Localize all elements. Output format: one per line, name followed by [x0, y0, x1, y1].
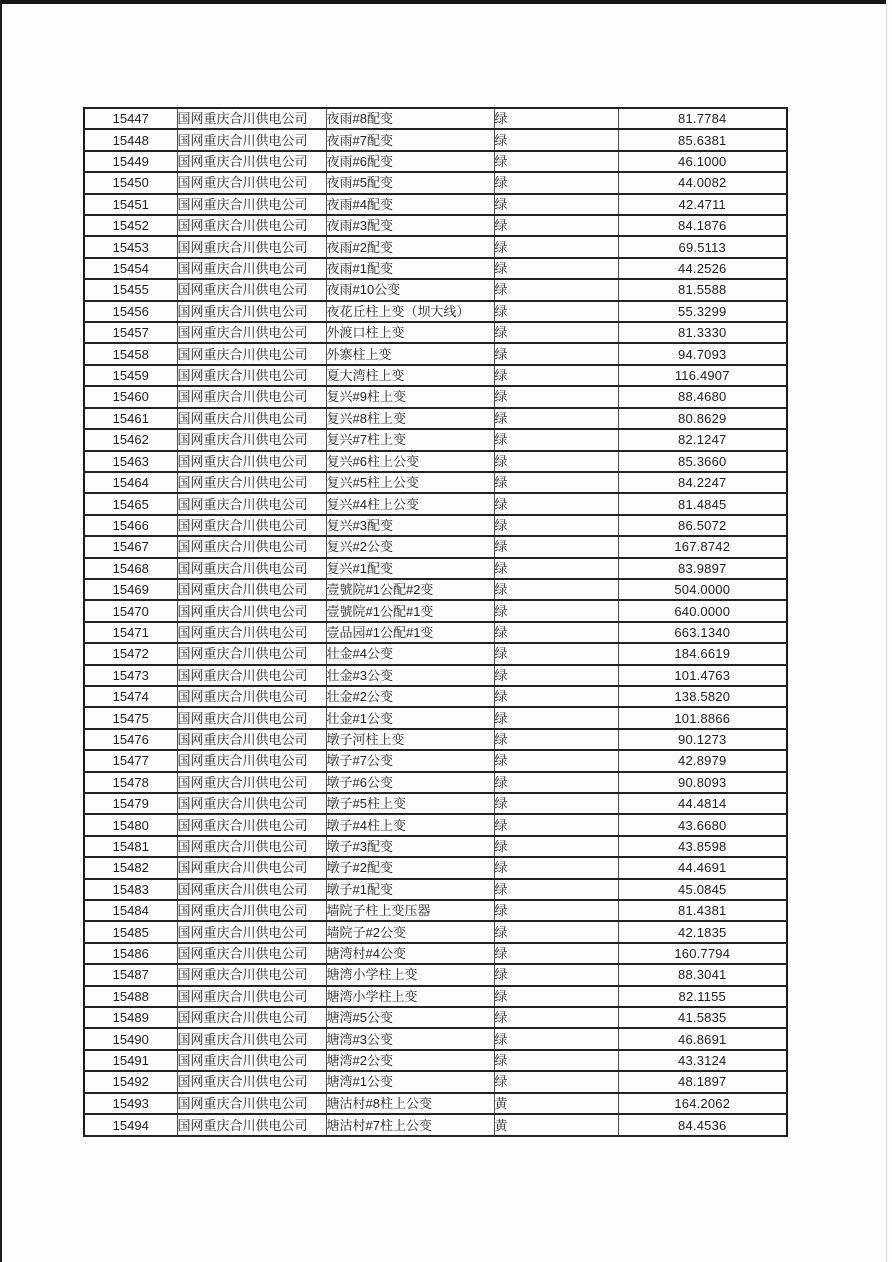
- cell-value: 69.5113: [618, 236, 787, 257]
- table-row: [84, 129, 787, 150]
- cell-company: 国网重庆合川供电公司: [177, 772, 326, 793]
- table-row: [84, 836, 787, 857]
- table-row: [84, 814, 787, 835]
- cell-status: 绿: [494, 836, 618, 857]
- cell-company: 国网重庆合川供电公司: [177, 408, 326, 429]
- table-row: [84, 879, 787, 900]
- cell-value: 42.1835: [618, 921, 787, 942]
- cell-status: 绿: [494, 322, 618, 343]
- cell-company: 国网重庆合川供电公司: [177, 707, 326, 728]
- cell-device-name: 塘沽村#7柱上公变: [326, 1114, 494, 1136]
- cell-value: 45.0845: [618, 879, 787, 900]
- table-row: [84, 964, 787, 985]
- cell-value: 44.2526: [618, 258, 787, 279]
- table-row: [84, 921, 787, 942]
- cell-company: 国网重庆合川供电公司: [177, 750, 326, 771]
- table-row: [84, 707, 787, 728]
- cell-company: 国网重庆合川供电公司: [177, 515, 326, 536]
- cell-value: 84.2247: [618, 472, 787, 493]
- cell-row-id: 15448: [84, 129, 177, 150]
- cell-row-id: 15487: [84, 964, 177, 985]
- cell-company: 国网重庆合川供电公司: [177, 343, 326, 364]
- cell-device-name: 墩子河柱上变: [326, 729, 494, 750]
- table-row: [84, 1050, 787, 1071]
- cell-company: 国网重庆合川供电公司: [177, 129, 326, 150]
- cell-company: 国网重庆合川供电公司: [177, 536, 326, 557]
- table-row: [84, 750, 787, 771]
- cell-row-id: 15494: [84, 1114, 177, 1136]
- cell-company: 国网重庆合川供电公司: [177, 386, 326, 407]
- cell-status: 绿: [494, 1007, 618, 1028]
- cell-value: 88.3041: [618, 964, 787, 985]
- cell-status: 绿: [494, 258, 618, 279]
- cell-status: 绿: [494, 879, 618, 900]
- cell-value: 82.1247: [618, 429, 787, 450]
- cell-device-name: 外渡口柱上变: [326, 322, 494, 343]
- table-row: [84, 365, 787, 386]
- cell-row-id: 15465: [84, 493, 177, 514]
- cell-row-id: 15462: [84, 429, 177, 450]
- cell-device-name: 墩子#7公变: [326, 750, 494, 771]
- cell-company: 国网重庆合川供电公司: [177, 579, 326, 600]
- cell-row-id: 15459: [84, 365, 177, 386]
- cell-device-name: 壹號院#1公配#2变: [326, 579, 494, 600]
- cell-status: 绿: [494, 172, 618, 193]
- cell-device-name: 复兴#8柱上变: [326, 408, 494, 429]
- cell-value: 84.4536: [618, 1114, 787, 1136]
- cell-status: 绿: [494, 108, 618, 129]
- cell-company: 国网重庆合川供电公司: [177, 643, 326, 664]
- cell-row-id: 15475: [84, 707, 177, 728]
- cell-row-id: 15477: [84, 750, 177, 771]
- cell-device-name: 夜雨#1配变: [326, 258, 494, 279]
- cell-value: 116.4907: [618, 365, 787, 386]
- cell-row-id: 15484: [84, 900, 177, 921]
- cell-value: 43.3124: [618, 1050, 787, 1071]
- cell-value: 81.4381: [618, 900, 787, 921]
- cell-value: 44.4814: [618, 793, 787, 814]
- cell-status: 绿: [494, 343, 618, 364]
- cell-device-name: 外寨柱上变: [326, 343, 494, 364]
- cell-row-id: 15469: [84, 579, 177, 600]
- table-row: [84, 279, 787, 300]
- cell-company: 国网重庆合川供电公司: [177, 493, 326, 514]
- cell-device-name: 复兴#2公变: [326, 536, 494, 557]
- cell-status: 绿: [494, 686, 618, 707]
- cell-value: 663.1340: [618, 622, 787, 643]
- cell-status: 绿: [494, 1028, 618, 1049]
- cell-device-name: 壹品园#1公配#1变: [326, 622, 494, 643]
- cell-status: 绿: [494, 964, 618, 985]
- cell-status: 绿: [494, 793, 618, 814]
- cell-status: 绿: [494, 943, 618, 964]
- cell-status: 绿: [494, 622, 618, 643]
- table-row: [84, 151, 787, 172]
- table-row: [84, 622, 787, 643]
- cell-row-id: 15473: [84, 665, 177, 686]
- cell-row-id: 15476: [84, 729, 177, 750]
- table-row: [84, 236, 787, 257]
- table-row: [84, 472, 787, 493]
- cell-value: 640.0000: [618, 600, 787, 621]
- table-row: [84, 301, 787, 322]
- cell-row-id: 15452: [84, 215, 177, 236]
- cell-row-id: 15461: [84, 408, 177, 429]
- cell-value: 160.7794: [618, 943, 787, 964]
- cell-status: 绿: [494, 301, 618, 322]
- cell-value: 101.4763: [618, 665, 787, 686]
- cell-value: 85.6381: [618, 129, 787, 150]
- cell-company: 国网重庆合川供电公司: [177, 1050, 326, 1071]
- table-row: [84, 536, 787, 557]
- table-row: [84, 1007, 787, 1028]
- cell-company: 国网重庆合川供电公司: [177, 622, 326, 643]
- cell-status: 绿: [494, 707, 618, 728]
- cell-row-id: 15450: [84, 172, 177, 193]
- left-edge-bar: [0, 0, 2, 1262]
- cell-row-id: 15455: [84, 279, 177, 300]
- table-row: [84, 194, 787, 215]
- cell-value: 43.8598: [618, 836, 787, 857]
- cell-value: 90.1273: [618, 729, 787, 750]
- table-body: [84, 108, 787, 1136]
- top-edge-bar: [0, 0, 886, 4]
- cell-company: 国网重庆合川供电公司: [177, 258, 326, 279]
- cell-company: 国网重庆合川供电公司: [177, 215, 326, 236]
- cell-status: 绿: [494, 365, 618, 386]
- cell-value: 504.0000: [618, 579, 787, 600]
- cell-row-id: 15485: [84, 921, 177, 942]
- cell-device-name: 夜雨#7配变: [326, 129, 494, 150]
- table-row: [84, 1028, 787, 1049]
- cell-value: 44.0082: [618, 172, 787, 193]
- cell-value: 42.4711: [618, 194, 787, 215]
- cell-company: 国网重庆合川供电公司: [177, 429, 326, 450]
- cell-status: 绿: [494, 772, 618, 793]
- cell-device-name: 复兴#1配变: [326, 558, 494, 579]
- cell-row-id: 15463: [84, 451, 177, 472]
- cell-company: 国网重庆合川供电公司: [177, 1028, 326, 1049]
- cell-row-id: 15449: [84, 151, 177, 172]
- cell-value: 55.3299: [618, 301, 787, 322]
- cell-value: 101.8866: [618, 707, 787, 728]
- table-row: [84, 1071, 787, 1092]
- table-row: [84, 108, 787, 129]
- cell-status: 绿: [494, 857, 618, 878]
- cell-device-name: 复兴#6柱上公变: [326, 451, 494, 472]
- cell-value: 48.1897: [618, 1071, 787, 1092]
- table-row: [84, 215, 787, 236]
- cell-row-id: 15467: [84, 536, 177, 557]
- table-row: [84, 258, 787, 279]
- cell-company: 国网重庆合川供电公司: [177, 686, 326, 707]
- cell-company: 国网重庆合川供电公司: [177, 793, 326, 814]
- table-row: [84, 343, 787, 364]
- cell-company: 国网重庆合川供电公司: [177, 451, 326, 472]
- cell-device-name: 塘湾小学柱上变: [326, 986, 494, 1007]
- cell-row-id: 15483: [84, 879, 177, 900]
- cell-status: 绿: [494, 472, 618, 493]
- cell-status: 绿: [494, 215, 618, 236]
- cell-status: 绿: [494, 986, 618, 1007]
- cell-row-id: 15460: [84, 386, 177, 407]
- cell-company: 国网重庆合川供电公司: [177, 900, 326, 921]
- cell-device-name: 夜雨#10公变: [326, 279, 494, 300]
- cell-status: 绿: [494, 600, 618, 621]
- cell-company: 国网重庆合川供电公司: [177, 1093, 326, 1114]
- cell-row-id: 15468: [84, 558, 177, 579]
- cell-status: 绿: [494, 515, 618, 536]
- cell-device-name: 墙院子柱上变压器: [326, 900, 494, 921]
- right-edge-line: [886, 0, 887, 1262]
- cell-device-name: 塘湾#5公变: [326, 1007, 494, 1028]
- table-row: [84, 451, 787, 472]
- cell-status: 绿: [494, 408, 618, 429]
- cell-device-name: 夏大湾柱上变: [326, 365, 494, 386]
- cell-status: 绿: [494, 151, 618, 172]
- cell-value: 80.8629: [618, 408, 787, 429]
- cell-status: 绿: [494, 750, 618, 771]
- cell-row-id: 15474: [84, 686, 177, 707]
- cell-device-name: 壹號院#1公配#1变: [326, 600, 494, 621]
- cell-company: 国网重庆合川供电公司: [177, 964, 326, 985]
- table-row: [84, 857, 787, 878]
- cell-device-name: 壮金#4公变: [326, 643, 494, 664]
- table-row: [84, 772, 787, 793]
- cell-company: 国网重庆合川供电公司: [177, 857, 326, 878]
- cell-status: 绿: [494, 1071, 618, 1092]
- cell-value: 44.4691: [618, 857, 787, 878]
- table-row: [84, 579, 787, 600]
- cell-status: 绿: [494, 921, 618, 942]
- cell-device-name: 塘湾小学柱上变: [326, 964, 494, 985]
- cell-status: 绿: [494, 279, 618, 300]
- table-row: [84, 429, 787, 450]
- cell-device-name: 墩子#1配变: [326, 879, 494, 900]
- cell-value: 81.7784: [618, 108, 787, 129]
- table-row: [84, 793, 787, 814]
- cell-value: 138.5820: [618, 686, 787, 707]
- cell-row-id: 15479: [84, 793, 177, 814]
- table-row: [84, 943, 787, 964]
- cell-device-name: 墩子#2配变: [326, 857, 494, 878]
- cell-value: 85.3660: [618, 451, 787, 472]
- cell-device-name: 夜雨#6配变: [326, 151, 494, 172]
- table-row: [84, 1114, 787, 1136]
- cell-row-id: 15471: [84, 622, 177, 643]
- cell-company: 国网重庆合川供电公司: [177, 108, 326, 129]
- cell-row-id: 15466: [84, 515, 177, 536]
- cell-row-id: 15489: [84, 1007, 177, 1028]
- table-row: [84, 665, 787, 686]
- cell-company: 国网重庆合川供电公司: [177, 879, 326, 900]
- cell-company: 国网重庆合川供电公司: [177, 1114, 326, 1136]
- cell-device-name: 夜花丘柱上变（坝大线）: [326, 301, 494, 322]
- cell-status: 黄: [494, 1114, 618, 1136]
- cell-device-name: 墩子#6公变: [326, 772, 494, 793]
- cell-device-name: 夜雨#3配变: [326, 215, 494, 236]
- cell-status: 绿: [494, 900, 618, 921]
- cell-device-name: 墩子#3配变: [326, 836, 494, 857]
- cell-status: 绿: [494, 386, 618, 407]
- table-row: [84, 172, 787, 193]
- cell-company: 国网重庆合川供电公司: [177, 365, 326, 386]
- cell-row-id: 15454: [84, 258, 177, 279]
- cell-value: 81.3330: [618, 322, 787, 343]
- cell-company: 国网重庆合川供电公司: [177, 322, 326, 343]
- cell-status: 绿: [494, 493, 618, 514]
- cell-device-name: 壮金#3公变: [326, 665, 494, 686]
- cell-company: 国网重庆合川供电公司: [177, 236, 326, 257]
- cell-company: 国网重庆合川供电公司: [177, 558, 326, 579]
- cell-device-name: 墩子#4柱上变: [326, 814, 494, 835]
- cell-status: 绿: [494, 814, 618, 835]
- cell-value: 81.5588: [618, 279, 787, 300]
- cell-row-id: 15486: [84, 943, 177, 964]
- cell-company: 国网重庆合川供电公司: [177, 729, 326, 750]
- cell-value: 94.7093: [618, 343, 787, 364]
- table-row: [84, 643, 787, 664]
- cell-status: 绿: [494, 643, 618, 664]
- cell-value: 88.4680: [618, 386, 787, 407]
- cell-company: 国网重庆合川供电公司: [177, 194, 326, 215]
- cell-row-id: 15470: [84, 600, 177, 621]
- cell-device-name: 墙院子#2公变: [326, 921, 494, 942]
- cell-status: 绿: [494, 129, 618, 150]
- table-row: [84, 515, 787, 536]
- cell-value: 82.1155: [618, 986, 787, 1007]
- cell-row-id: 15492: [84, 1071, 177, 1092]
- cell-company: 国网重庆合川供电公司: [177, 1071, 326, 1092]
- cell-status: 绿: [494, 729, 618, 750]
- cell-device-name: 复兴#7柱上变: [326, 429, 494, 450]
- table-row: [84, 493, 787, 514]
- table-row: [84, 986, 787, 1007]
- cell-company: 国网重庆合川供电公司: [177, 665, 326, 686]
- cell-value: 167.8742: [618, 536, 787, 557]
- cell-status: 绿: [494, 429, 618, 450]
- cell-company: 国网重庆合川供电公司: [177, 814, 326, 835]
- table-row: [84, 408, 787, 429]
- table-row: [84, 900, 787, 921]
- cell-device-name: 塘湾#3公变: [326, 1028, 494, 1049]
- cell-status: 绿: [494, 665, 618, 686]
- cell-status: 绿: [494, 536, 618, 557]
- cell-device-name: 塘沽村#8柱上公变: [326, 1093, 494, 1114]
- cell-row-id: 15456: [84, 301, 177, 322]
- table-row: [84, 600, 787, 621]
- cell-value: 46.1000: [618, 151, 787, 172]
- cell-company: 国网重庆合川供电公司: [177, 600, 326, 621]
- cell-company: 国网重庆合川供电公司: [177, 301, 326, 322]
- cell-device-name: 夜雨#2配变: [326, 236, 494, 257]
- table-row: [84, 386, 787, 407]
- table-row: [84, 729, 787, 750]
- cell-value: 83.9897: [618, 558, 787, 579]
- cell-row-id: 15480: [84, 814, 177, 835]
- cell-row-id: 15458: [84, 343, 177, 364]
- cell-row-id: 15491: [84, 1050, 177, 1071]
- cell-row-id: 15488: [84, 986, 177, 1007]
- cell-company: 国网重庆合川供电公司: [177, 151, 326, 172]
- cell-company: 国网重庆合川供电公司: [177, 1007, 326, 1028]
- cell-status: 绿: [494, 579, 618, 600]
- cell-value: 81.4845: [618, 493, 787, 514]
- cell-row-id: 15457: [84, 322, 177, 343]
- cell-company: 国网重庆合川供电公司: [177, 921, 326, 942]
- table-row: [84, 1093, 787, 1114]
- cell-status: 绿: [494, 451, 618, 472]
- cell-status: 绿: [494, 194, 618, 215]
- cell-row-id: 15451: [84, 194, 177, 215]
- cell-company: 国网重庆合川供电公司: [177, 986, 326, 1007]
- cell-row-id: 15464: [84, 472, 177, 493]
- cell-status: 绿: [494, 558, 618, 579]
- cell-company: 国网重庆合川供电公司: [177, 836, 326, 857]
- cell-row-id: 15447: [84, 108, 177, 129]
- table-row: [84, 558, 787, 579]
- cell-company: 国网重庆合川供电公司: [177, 943, 326, 964]
- cell-row-id: 15478: [84, 772, 177, 793]
- cell-row-id: 15490: [84, 1028, 177, 1049]
- cell-device-name: 夜雨#5配变: [326, 172, 494, 193]
- cell-value: 84.1876: [618, 215, 787, 236]
- cell-row-id: 15472: [84, 643, 177, 664]
- cell-device-name: 塘湾村#4公变: [326, 943, 494, 964]
- cell-company: 国网重庆合川供电公司: [177, 472, 326, 493]
- cell-device-name: 复兴#5柱上公变: [326, 472, 494, 493]
- cell-device-name: 壮金#2公变: [326, 686, 494, 707]
- table-row: [84, 322, 787, 343]
- cell-value: 86.5072: [618, 515, 787, 536]
- cell-value: 42.8979: [618, 750, 787, 771]
- cell-device-name: 复兴#4柱上公变: [326, 493, 494, 514]
- cell-value: 164.2062: [618, 1093, 787, 1114]
- cell-status: 黄: [494, 1093, 618, 1114]
- cell-row-id: 15481: [84, 836, 177, 857]
- table-row: [84, 686, 787, 707]
- cell-row-id: 15482: [84, 857, 177, 878]
- cell-row-id: 15493: [84, 1093, 177, 1114]
- cell-value: 41.5835: [618, 1007, 787, 1028]
- cell-device-name: 夜雨#8配变: [326, 108, 494, 129]
- cell-device-name: 塘湾#2公变: [326, 1050, 494, 1071]
- cell-device-name: 复兴#3配变: [326, 515, 494, 536]
- cell-value: 43.6680: [618, 814, 787, 835]
- cell-row-id: 15453: [84, 236, 177, 257]
- transformer-load-table: [83, 107, 788, 1137]
- cell-status: 绿: [494, 1050, 618, 1071]
- cell-value: 184.6619: [618, 643, 787, 664]
- cell-device-name: 夜雨#4配变: [326, 194, 494, 215]
- cell-status: 绿: [494, 236, 618, 257]
- cell-company: 国网重庆合川供电公司: [177, 172, 326, 193]
- cell-value: 46.8691: [618, 1028, 787, 1049]
- cell-device-name: 复兴#9柱上变: [326, 386, 494, 407]
- cell-value: 90.8093: [618, 772, 787, 793]
- cell-device-name: 墩子#5柱上变: [326, 793, 494, 814]
- cell-company: 国网重庆合川供电公司: [177, 279, 326, 300]
- cell-device-name: 塘湾#1公变: [326, 1071, 494, 1092]
- cell-device-name: 壮金#1公变: [326, 707, 494, 728]
